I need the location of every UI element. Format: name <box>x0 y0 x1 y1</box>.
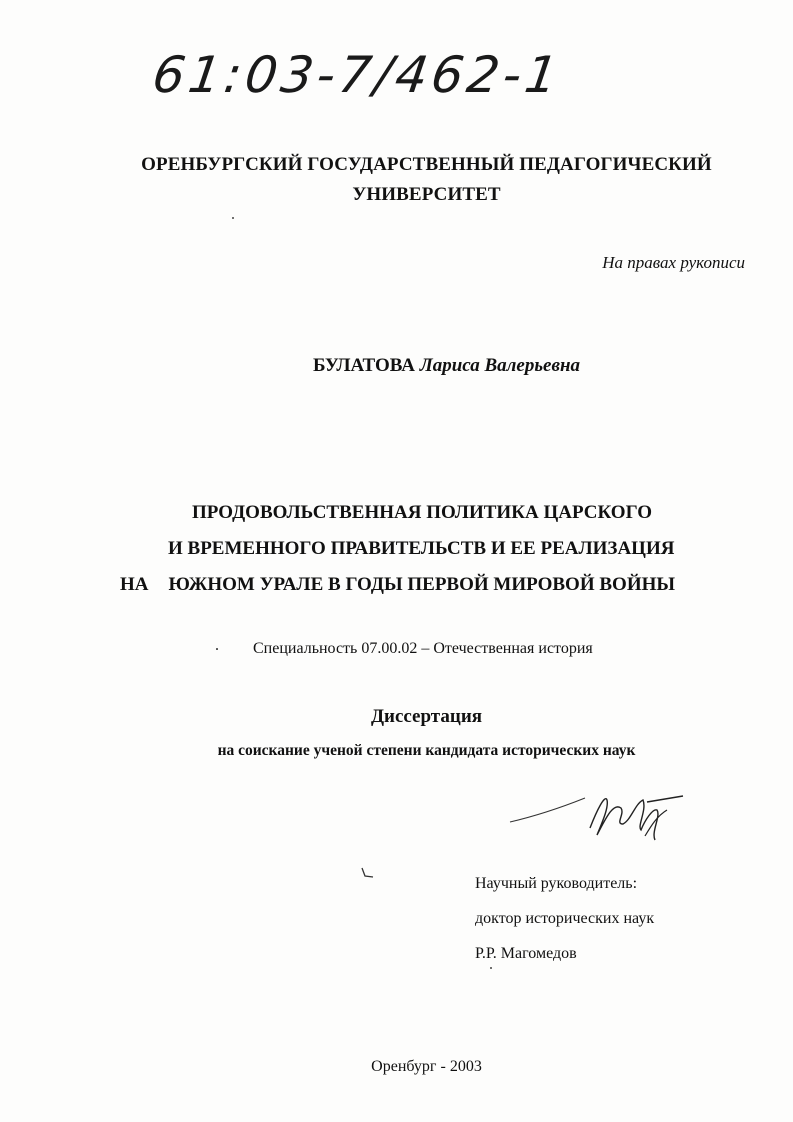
title-line-3-rest: ЮЖНОМ УРАЛЕ В ГОДЫ ПЕРВОЙ МИРОВОЙ ВОЙНЫ <box>168 574 676 595</box>
supervisor-block <box>475 866 654 971</box>
author-given-names: Лариса Валерьевна <box>419 355 580 376</box>
title-line-3 <box>120 567 740 603</box>
degree-line: на соискание ученой степени кандидата исторических наук <box>217 742 636 759</box>
title-line-1: ПРОДОВОЛЬСТВЕННАЯ ПОЛИТИКА ЦАРСКОГО <box>192 502 652 523</box>
scan-speck <box>216 648 218 650</box>
scan-speck <box>232 217 234 219</box>
handwritten-archive-code <box>149 40 566 110</box>
title-line-3-prefix: НА <box>120 574 149 595</box>
author-surname: БУЛАТОВА <box>312 355 415 376</box>
author-name <box>0 355 793 377</box>
supervisor-signature <box>505 780 690 850</box>
supervisor-degree: доктор исторических наук <box>475 910 655 927</box>
thesis-title <box>120 495 740 603</box>
handwritten-code-drawing <box>149 40 566 110</box>
university-line-2: УНИВЕРСИТЕТ <box>352 184 501 205</box>
supervisor-name: Р.Р. Магомедов <box>475 945 577 962</box>
handwritten-code-text: 61:03-7/462-1 <box>149 45 566 104</box>
dissertation-heading: Диссертация <box>370 706 483 727</box>
university-header <box>0 150 793 210</box>
stray-mark <box>360 866 376 880</box>
university-line-1: ОРЕНБУРГСКИЙ ГОСУДАРСТВЕННЫЙ ПЕДАГОГИЧЕСКИЙ <box>141 154 712 175</box>
city-year: Оренбург - 2003 <box>371 1058 482 1075</box>
specialty-line: Специальность 07.00.02 – Отечественная история <box>253 640 593 657</box>
signature-drawing <box>505 780 690 850</box>
supervisor-role: Научный руководитель: <box>475 875 638 892</box>
rights-note: На правах рукописи <box>602 253 745 272</box>
title-line-2: И ВРЕМЕННОГО ПРАВИТЕЛЬСТВ И ЕЕ РЕАЛИЗАЦИЯ <box>168 538 675 559</box>
scan-speck <box>490 967 492 969</box>
